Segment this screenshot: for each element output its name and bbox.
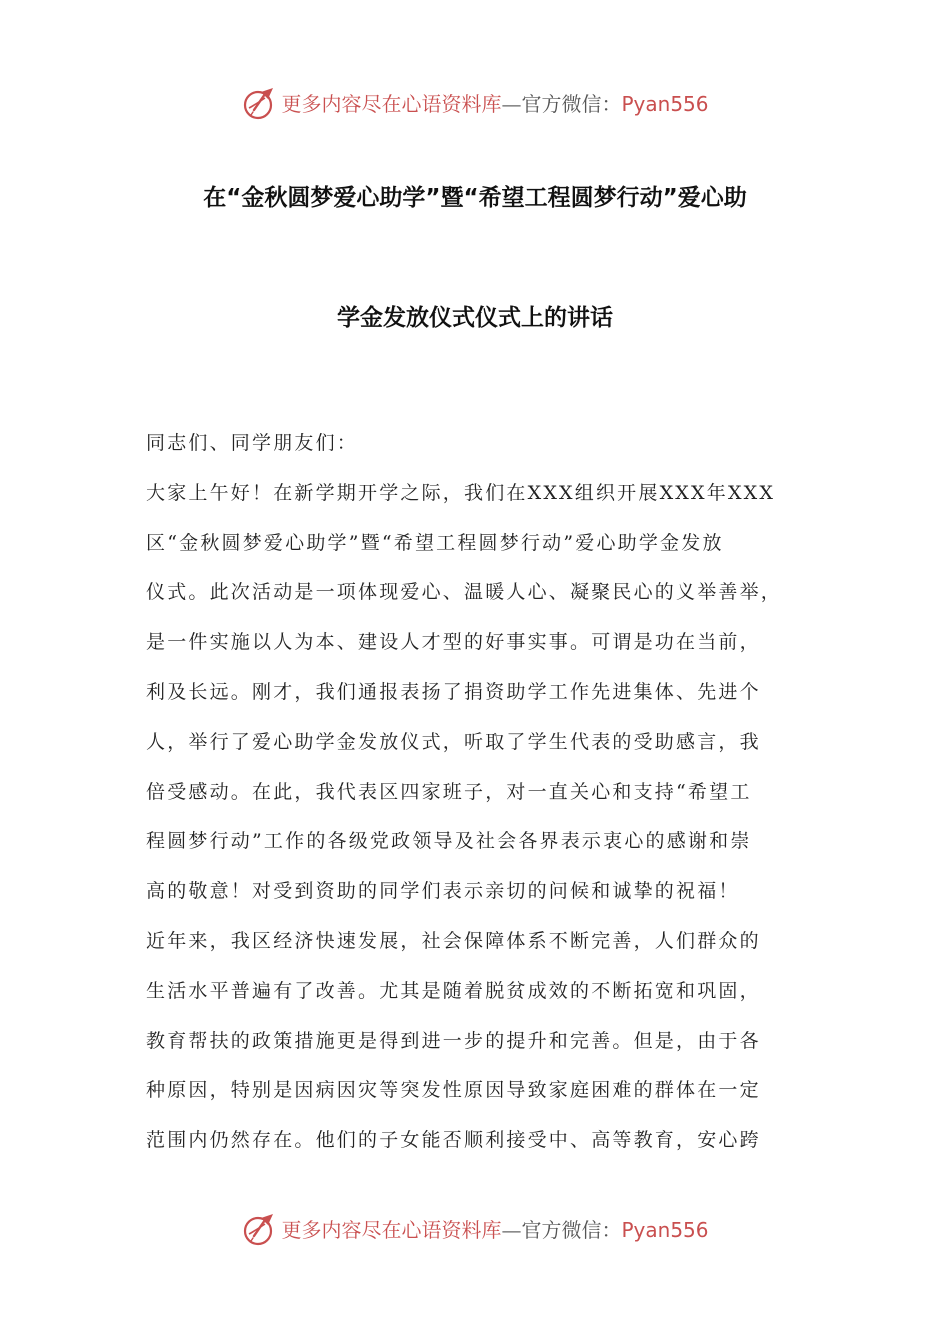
body-line: 生活水平普遍有了改善。尤其是随着脱贫成效的不断拓宽和巩固， (146, 979, 761, 1002)
body-line: 近年来，我区经济快速发展，社会保障体系不断完善，人们群众的 (146, 929, 761, 952)
body-line: 区“金秋圆梦爱心助学”暨“希望工程圆梦行动”爱心助学金发放 (146, 531, 724, 554)
banner-text (281, 92, 708, 116)
body-line: 程圆梦行动”工作的各级党政领导及社会各界表示衷心的感谢和崇 (146, 830, 752, 853)
header-banner (0, 82, 950, 126)
body-line: 人，举行了爱心助学金发放仪式，听取了学生代表的受助感言，我 (146, 730, 761, 753)
banner-separator: — (501, 1218, 522, 1242)
body-line: 高的敬意！对受到资助的同学们表示亲切的问候和诚挚的祝福！ (146, 880, 740, 903)
brand-text: 更多内容尽在心语资料库 (281, 1218, 502, 1242)
body-line: 大家上午好！在新学期开学之际，我们在XXX组织开展XXX年XXX (146, 481, 776, 504)
wechat-label: 官方微信： (521, 1218, 622, 1242)
document-title-line-2: 学金发放仪式仪式上的讲话 (337, 305, 613, 331)
brand-text: 更多内容尽在心语资料库 (281, 92, 502, 116)
wechat-id: Pyan556 (621, 92, 709, 116)
body-line: 种原因，特别是因病因灾等突发性原因导致家庭困难的群体在一定 (146, 1079, 761, 1102)
body-line: 倍受感动。在此，我代表区四家班子，对一直关心和支持“希望工 (146, 780, 752, 803)
body-line: 同志们、同学朋友们： (146, 432, 359, 454)
body-line: 利及长远。刚才，我们通报表扬了捐资助学工作先进集体、先进个 (146, 680, 761, 703)
footer-banner (0, 1208, 950, 1252)
footer-banner-content (241, 1212, 708, 1248)
pen-circle-icon (241, 86, 277, 122)
banner-separator: — (501, 92, 522, 116)
document-title-line-1: 在“金秋圆梦爱心助学”暨“希望工程圆梦行动”爱心助 (203, 185, 747, 211)
pen-circle-icon (241, 1212, 277, 1248)
header-banner-content (241, 86, 708, 122)
banner-text (281, 1218, 708, 1242)
body-line: 仪式。此次活动是一项体现爱心、温暖人心、凝聚民心的义举善举， (146, 581, 783, 604)
body-line: 范围内仍然存在。他们的子女能否顺利接受中、高等教育，安心跨 (146, 1129, 761, 1152)
wechat-id: Pyan556 (621, 1218, 709, 1242)
body-line: 是一件实施以人为本、建设人才型的好事实事。可谓是功在当前， (146, 631, 761, 654)
document-body (146, 419, 811, 1166)
body-line: 教育帮扶的政策措施更是得到进一步的提升和完善。但是，由于各 (146, 1029, 761, 1052)
wechat-label: 官方微信： (521, 92, 622, 116)
